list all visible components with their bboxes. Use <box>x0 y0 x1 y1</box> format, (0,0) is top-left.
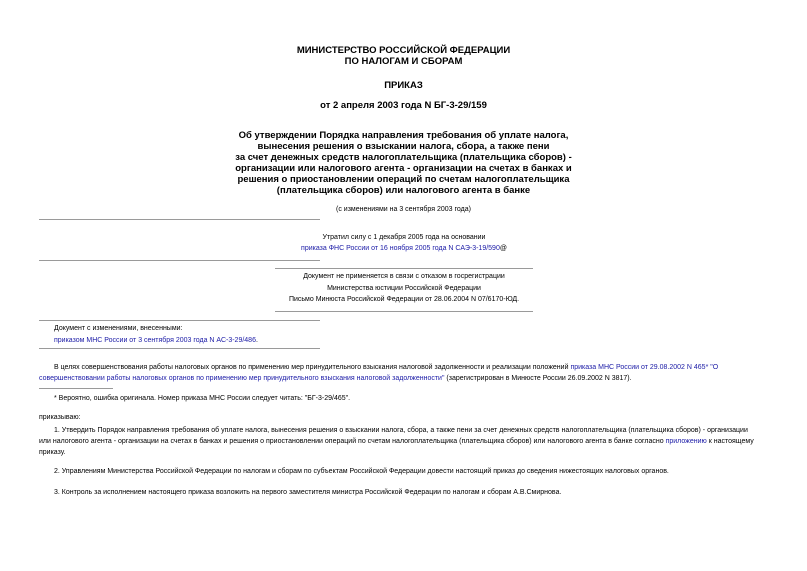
changes-link[interactable]: приказом МНС России от 3 сентября 2003 года N АС-3-29/486 <box>54 336 256 344</box>
preamble-link-cont[interactable]: совершенствовании работы налоговых органов по применению мер принудительного взыскания налоговой задолженности" <box>39 375 445 382</box>
lost-force-line: Утратил силу с 1 декабря 2005 года на основании <box>322 234 486 241</box>
footnote: * Вероятно, ошибка оригинала. Номер приказа МНС России следует читать: "БГ-3-29/465". <box>54 395 351 402</box>
item-1-line2 <box>39 436 754 447</box>
title-line: Об утверждении Порядка направления требования об уплате налога, <box>238 130 569 141</box>
lost-force-suffix: @ <box>499 244 507 252</box>
appendix-link[interactable]: приложению <box>665 438 707 445</box>
ministry-name-line2: ПО НАЛОГАМ И СБОРАМ <box>344 56 463 67</box>
item-1-after: к настоящему <box>706 438 754 445</box>
changes-line: Документ с изменениями, внесенными: <box>54 325 183 332</box>
doc-type: ПРИКАЗ <box>384 80 423 91</box>
lost-force-note <box>275 233 533 253</box>
doc-title <box>0 130 807 196</box>
changes-reference <box>54 336 258 346</box>
divider <box>39 260 320 261</box>
lost-force-reference <box>275 244 533 254</box>
item-1-text: или налогового агента - организации на счетах в банках и решения о приостановлении операций по счетам налогоплательщика (плательщика сборов) или налогового агента в банке согласно <box>39 438 666 445</box>
preamble-link[interactable]: приказа МНС России от 29.08.2002 N 465* "О <box>570 364 719 371</box>
title-line: решения о приостановлении операций по счетам налогоплательщика <box>237 174 570 185</box>
not-applied-line: Письмо Минюста Российской Федерации от 28.06.2004 N 07/6170-ЮД. <box>288 296 520 303</box>
divider <box>39 320 320 321</box>
amend-note: (с изменениями на 3 сентября 2003 года) <box>336 206 471 213</box>
preamble <box>39 362 770 373</box>
preamble-text-end: (зарегистрирован в Минюсте России 26.09.2002 N 3817). <box>444 375 632 382</box>
orders-word: приказываю: <box>39 414 81 421</box>
item-1-line1: 1. Утвердить Порядок направления требования об уплате налога, вынесения решения о взыскании налога, сбора, а также пени за счет денежных средств налогоплательщика (плательщика сборов) - организации <box>54 427 748 434</box>
title-line: за счет денежных средств налогоплательщика (плательщика сборов) - <box>235 152 572 163</box>
not-applied-line: Министерства юстиции Российской Федерации <box>327 284 481 292</box>
doc-date-number: от 2 апреля 2003 года N БГ-3-29/159 <box>320 100 487 111</box>
footnote-divider <box>39 388 113 389</box>
changes-note <box>54 324 258 345</box>
divider <box>39 348 320 349</box>
not-applied-line: Документ не применяется в связи с отказом в госрегистрации <box>303 273 505 280</box>
preamble-continued <box>39 373 632 384</box>
title-line: (плательщика сборов) или налогового агента в банке <box>276 185 531 196</box>
item-3: 3. Контроль за исполнением настоящего приказа возложить на первого заместителя министра Российской Федерации по налогам и сборам А.В.Смирнова. <box>54 489 562 496</box>
preamble-text: В целях совершенствования работы налоговых органов по применению мер принудительного взыскания налоговой задолженности и реализации положений <box>54 364 571 371</box>
item-1-line3: приказу. <box>39 449 66 456</box>
changes-suffix: . <box>255 336 258 344</box>
ministry-name-line1: МИНИСТЕРСТВО РОССИЙСКОЙ ФЕДЕРАЦИИ <box>296 45 511 56</box>
divider <box>39 219 320 220</box>
item-2: 2. Управлениям Министерства Российской Федерации по налогам и сборам по субъектам Российской Федерации довести настоящий приказ до сведения нижестоящих налоговых органов. <box>54 468 669 475</box>
not-applied-note <box>250 272 558 305</box>
lost-force-link[interactable]: приказа ФНС России от 16 ноября 2005 года N САЭ-3-19/590 <box>301 244 500 252</box>
divider <box>275 311 533 312</box>
title-line: вынесения решения о взыскании налога, сбора, а также пени <box>257 141 550 152</box>
title-line: организации или налогового агента - организации на счетах в банках и <box>235 163 572 174</box>
divider <box>275 268 533 269</box>
